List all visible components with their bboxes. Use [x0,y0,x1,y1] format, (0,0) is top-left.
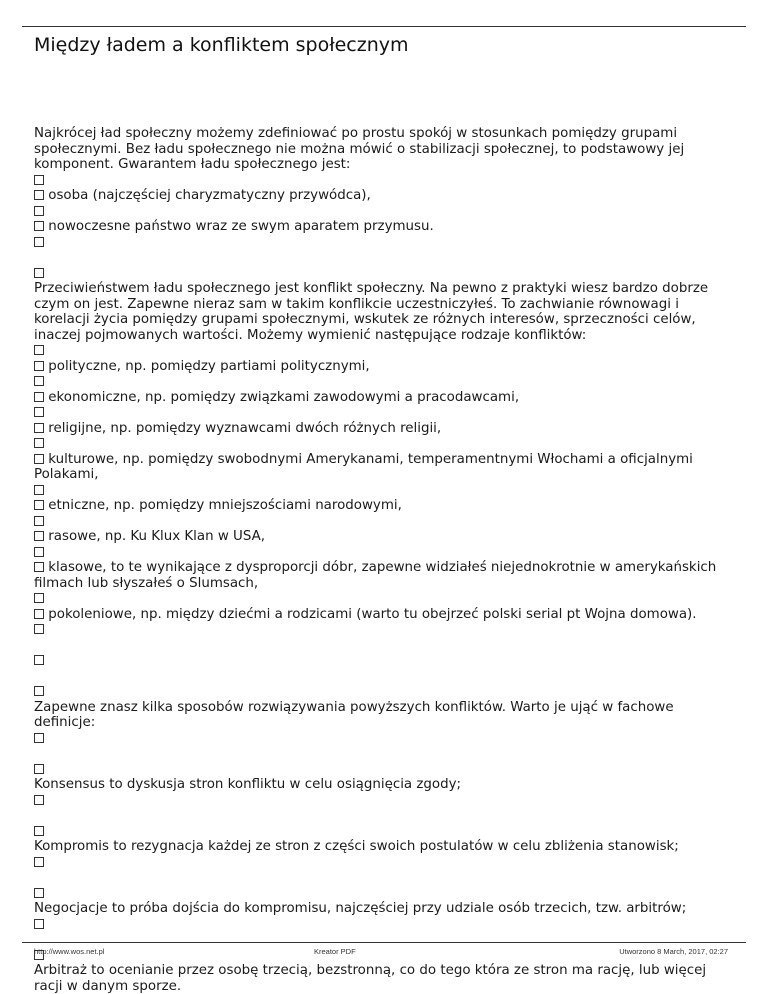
checkbox-glyph-icon [34,423,44,433]
top-divider [22,26,746,27]
definition-negotiation: Negocjacje to próba dojścia do kompromisu, najczęściej przy udziale osób trzecich, tzw. arbitrów; [34,901,687,916]
paragraph-social-conflict: Przeciwieństwem ładu społecznego jest konflikt społeczny. Na pewno z praktyki wiesz bardzo dobrze czym on jest. Zapewne nieraz sam w takim konflikcie uczestniczyłeś. To zachwianie równowagi i korelacji życia pomiędzy grupami społecznymi, wskutek ze różnych interesów, sprzeczności celów, inaczej pojmowanych wartości. Możemy wymienić następujące rodzaje konfliktów: [34,281,709,343]
bullet-line [34,855,738,871]
list-item-conflict: ekonomiczne, np. pomiędzy związkami zawodowymi a pracodawcami, [34,390,738,406]
page-title: Między ładem a konfliktem społecznym [34,34,409,56]
checkbox-glyph-icon [34,593,44,603]
bullet-line [34,886,738,902]
list-item-conflict: religijne, np. pomiędzy wyznawcami dwóch różnych religii, [34,421,738,437]
list-item-order-guarantor: nowoczesne państwo wraz ze swym aparatem przymusu. [34,219,738,235]
checkbox-glyph-icon [34,764,44,774]
checkbox-glyph-icon [34,454,44,464]
footer-url[interactable]: http://www.wos.net.pl [34,947,105,956]
checkbox-glyph-icon [34,562,44,572]
checkbox-glyph-icon [34,826,44,836]
checkbox-glyph-icon [34,516,44,526]
checkbox-glyph-icon [34,609,44,619]
checkbox-glyph-icon [34,438,44,448]
bullet-line [34,343,738,359]
checkbox-glyph-icon [34,206,44,216]
checkbox-glyph-icon [34,345,44,355]
list-item-conflict: klasowe, to te wynikające z dysproporcji dóbr, zapewne widziałeś niejednokrotnie w amerykańskich filmach lub słyszałeś o Slumsach, [34,560,717,591]
checkbox-glyph-icon [34,624,44,634]
article-body [34,126,738,994]
checkbox-glyph-icon [34,361,44,371]
checkbox-glyph-icon [34,531,44,541]
checkbox-glyph-icon [34,655,44,665]
bottom-divider [22,942,746,943]
checkbox-glyph-icon [34,268,44,278]
checkbox-glyph-icon [34,795,44,805]
checkbox-glyph-icon [34,857,44,867]
bullet-line [34,917,738,933]
checkbox-glyph-icon [34,392,44,402]
bullet-line [34,684,738,700]
checkbox-glyph-icon [34,500,44,510]
bullet-line [34,483,738,499]
checkbox-glyph-icon [34,485,44,495]
bullet-line [34,653,738,669]
checkbox-glyph-icon [34,733,44,743]
checkbox-glyph-icon [34,407,44,417]
bullet-line [34,266,738,282]
bullet-line [34,622,738,638]
bullet-line [34,374,738,390]
bullet-line [34,173,738,189]
bullet-line [34,762,738,778]
footer-created-date: Utworzono 8 March, 2017, 02:27 [619,947,728,956]
list-item-conflict: pokoleniowe, np. między dziećmi a rodzicami (warto tu obejrzeć polski serial pt Wojna domowa). [34,607,738,623]
list-item-conflict: polityczne, np. pomiędzy partiami politycznymi, [34,359,738,375]
checkbox-glyph-icon [34,888,44,898]
paragraph-social-order: Najkrócej ład społeczny możemy zdefiniować po prostu spokój w stosunkach pomiędzy grupami społecznymi. Bez ładu społecznego nie można mówić o stabilizacji społecznej, to podstawowy jej komponent. Gwarantem ładu społecznego jest: [34,126,685,172]
bullet-line [34,204,738,220]
checkbox-glyph-icon [34,237,44,247]
bullet-line [34,545,738,561]
list-item-conflict: rasowe, np. Ku Klux Klan w USA, [34,529,738,545]
definition-consensus: Konsensus to dyskusja stron konfliktu w celu osiągnięcia zgody; [34,777,462,792]
checkbox-glyph-icon [34,919,44,929]
checkbox-glyph-icon [34,376,44,386]
bullet-line [34,436,738,452]
checkbox-glyph-icon [34,175,44,185]
list-item-conflict: etniczne, np. pomiędzy mniejszościami narodowymi, [34,498,738,514]
list-item-conflict: kulturowe, np. pomiędzy swobodnymi Amerykanami, temperamentnymi Włochami a oficjalnymi Polakami, [34,451,693,482]
list-item-order-guarantor: osoba (najczęściej charyzmatyczny przywódca), [34,188,738,204]
bullet-line [34,514,738,530]
paragraph-resolution-intro: Zapewne znasz kilka sposobów rozwiązywania powyższych konfliktów. Warto je ująć w fachowe definicje: [34,699,674,730]
definition-arbitration: Arbitraż to ocenianie przez osobę trzecią, bezstronną, co do tego która ze stron ma rację, lub więcej racji w danym sporze. [34,963,707,994]
bullet-line [34,235,738,251]
checkbox-glyph-icon [34,686,44,696]
bullet-line [34,793,738,809]
bullet-line [34,824,738,840]
bullet-line [34,591,738,607]
bullet-line [34,405,738,421]
definition-compromise: Kompromis to rezygnacja każdej ze stron z części swoich postulatów w celu zbliżenia stanowisk; [34,839,679,854]
checkbox-glyph-icon [34,190,44,200]
footer-generator: Kreator PDF [314,947,356,956]
bullet-line [34,731,738,747]
checkbox-glyph-icon [34,547,44,557]
checkbox-glyph-icon [34,221,44,231]
